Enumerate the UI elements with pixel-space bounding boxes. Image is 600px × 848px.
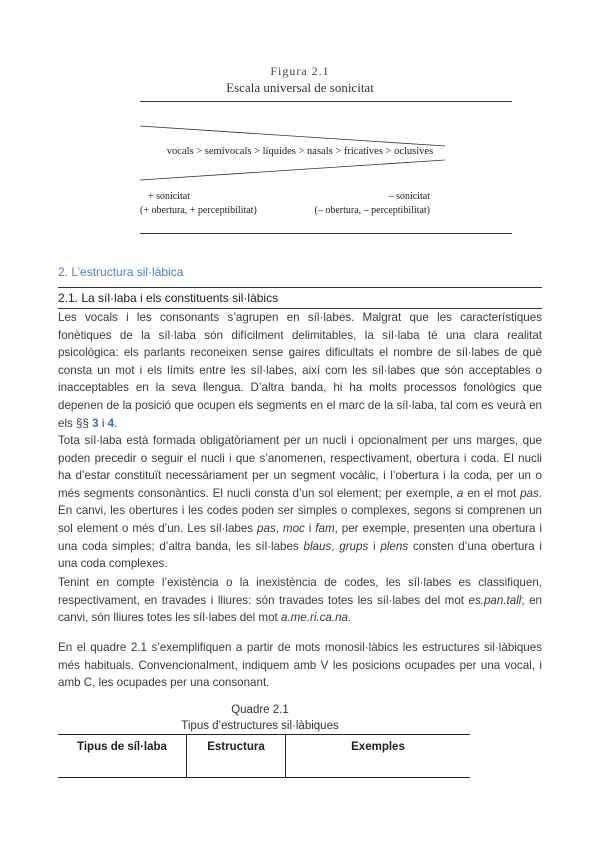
paragraph-2: Tota síl·laba està formada obligatòriament per un nucli i opcionalment per uns marges, que poden precedir o seguir el nucli i que s’anomenen, respectivament, obertura i coda. El nucli ha d’estar constituït necessàriament per un segment vocàlic, i l’obertura i la coda, per un o més segments consonàntics. El nucli consta d’un sol element; per exemple, a en el mot pas. En canvi, les obertures i les codes poden ser simples o complexes, segons si comprenen un sol element o més d’un. Les síl·labes pas, moc i fam, per exemple, presenten una obertura i una coda simples; d’altra banda, les síl·labes blaus, grups i plens consten d’una obertura i una coda complexes. xyxy=(58,434,543,571)
wedge-bottom-line xyxy=(140,160,445,180)
table-label: Quadre 2.1 xyxy=(231,704,289,716)
table-header-type: Tipus de síl·laba xyxy=(58,735,187,778)
figure-bottom-rule xyxy=(140,233,512,234)
table-title: Tipus d’estructures sil·làbiques xyxy=(181,720,339,732)
minus-sonority-sub: (– obertura, – perceptibilitat) xyxy=(314,205,430,216)
section-link-4[interactable]: 4 xyxy=(107,416,115,430)
paragraph-3: Tenint en compte l’existència o la inexistència de codes, les síl·labes es classifiquen, respectivament, en travades i lliures: són travades totes les síl·labes del mot es.pan.tall; en canvi, són lliures totes les síl·labes del mot a.me.ri.ca.na. xyxy=(58,576,543,625)
sonority-scale-text: vocals > semivocals > líquides > nasals > fricatives > oclusives xyxy=(166,146,434,157)
paragraph-4: En el quadre 2.1 s’exemplifiquen a partir de mots monosil·làbics les estructures sil·làbiques més habituals. Convencionalment, indiquem amb V les posicions ocupades per una vocal, i amb C, les ocupades per una consonant. xyxy=(58,641,542,690)
syllable-structure-table xyxy=(58,734,470,778)
paragraph-1: Les vocals i les consonants s’agrupen en síl·labes. Malgrat que les característiques fonètiques de la síl·laba són difícilment delimitables, la síl·laba té una clara realitat psicològica: els parlants reconeixen sense gaires dificultats el nombre de síl·labes de què consta un mot i els límits entre les síl·labes, així com les síl·labes que són acceptables o inacceptables en la seva llengua. D’altra banda, hi ha molts processos fonològics que depenen de la posició que ocupen els segments en el marc de la síl·laba, tal com es veurà en els §§ 3 i 4. xyxy=(58,311,542,430)
figure-label: Figura 2.1 xyxy=(270,64,330,78)
wedge-top-line xyxy=(140,126,445,146)
figure-top-rule xyxy=(140,101,512,102)
table-header-structure: Estructura xyxy=(187,735,286,778)
section-heading: 2. L’estructura sil·làbica xyxy=(58,265,184,279)
minus-sonority-label: – sonicitat xyxy=(388,191,430,202)
subsection-heading: 2.1. La síl·laba i els constituents sil·làbics xyxy=(58,287,542,309)
table-header-row xyxy=(58,735,470,778)
figure-title: Escala universal de sonicitat xyxy=(226,80,374,95)
section-link-3[interactable]: 3 xyxy=(92,416,99,430)
table-header-examples: Exemples xyxy=(286,735,471,778)
plus-sonority-label: + sonicitat xyxy=(148,191,191,202)
plus-sonority-sub: (+ obertura, + perceptibilitat) xyxy=(140,205,257,216)
